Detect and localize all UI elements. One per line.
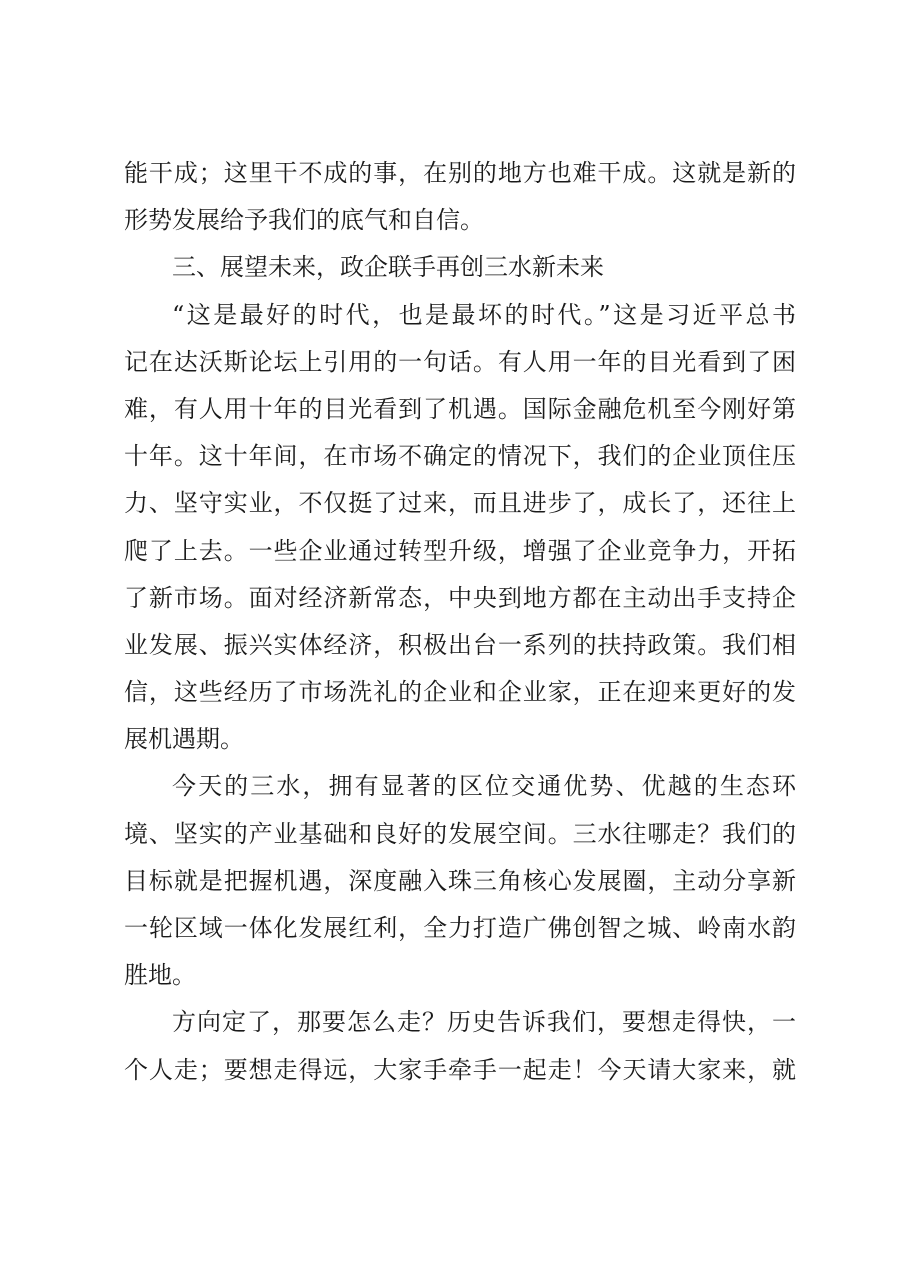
text-line: 力、坚守实业，不仅挺了过来，而且进步了，成长了，还往上 [124,489,796,518]
text-line: 形势发展给予我们的底气和自信。 [124,206,484,235]
text-line: 境、坚实的产业基础和良好的发展空间。三水往哪走？我们的 [124,819,796,848]
text-line: 难，有人用十年的目光看到了机遇。国际金融危机至今刚好第 [124,394,796,423]
text-line: 业发展、振兴实体经济，积极出台一系列的扶持政策。我们相 [124,630,796,659]
text-line: 展机遇期。 [124,725,244,754]
text-line: 胜地。 [124,961,196,990]
text-line: 个人走；要想走得远，大家手牵手一起走！今天请大家来，就 [124,1055,796,1084]
text-line: 三、展望未来，政企联手再创三水新未来 [172,253,604,282]
text-line: 了新市场。面对经济新常态，中央到地方都在主动出手支持企 [124,583,796,612]
text-line: “这是最好的时代，也是最坏的时代。”这是习近平总书 [172,300,796,329]
text-line: 能干成；这里干不成的事，在别的地方也难干成。这就是新的 [124,159,796,187]
document-body [124,150,796,1094]
text-line: 一轮区域一体化发展红利，全力打造广佛创智之城、岭南水韵 [124,914,796,942]
text-line: 方向定了，那要怎么走？历史告诉我们，要想走得快，一 [172,1008,796,1037]
text-line: 记在达沃斯论坛上引用的一句话。有人用一年的目光看到了困 [124,347,796,376]
text-line: 信，这些经历了市场洗礼的企业和企业家，正在迎来更好的发 [124,678,796,707]
text-line: 十年。这十年间，在市场不确定的情况下，我们的企业顶住压 [124,442,796,471]
text-line: 爬了上去。一些企业通过转型升级，增强了企业竞争力，开拓 [124,536,796,565]
text-line: 目标就是把握机遇，深度融入珠三角核心发展圈，主动分享新 [124,866,796,895]
text-line: 今天的三水，拥有显著的区位交通优势、优越的生态环 [172,772,796,801]
